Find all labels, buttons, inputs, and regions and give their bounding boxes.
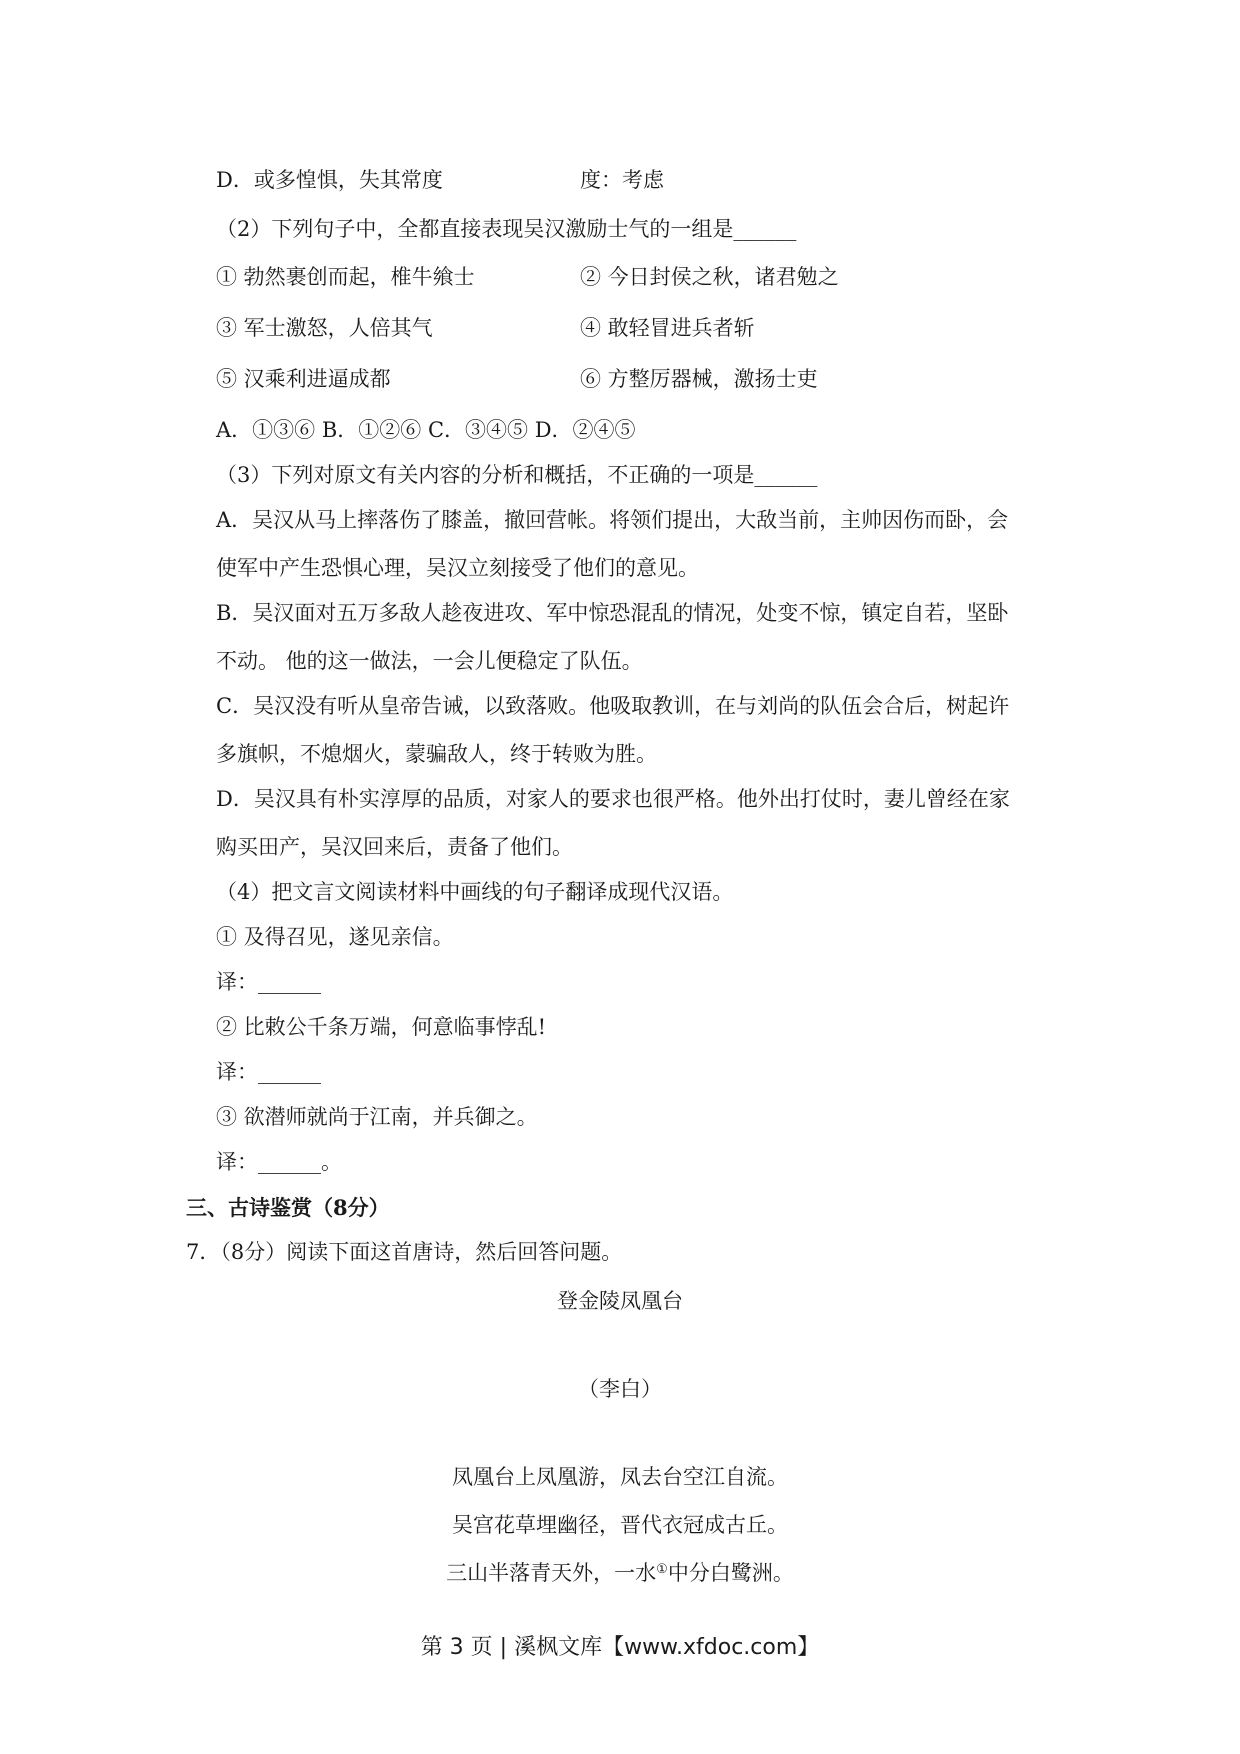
q6-2-item-2: ② 今日封侯之秋，诸君勉之 bbox=[580, 265, 839, 289]
q6-3-option-c-line1: C．吴汉没有听从皇帝告诫，以致落败。他吸取教训，在与刘尚的队伍会合后，树起许 bbox=[216, 694, 1010, 718]
q6-3-option-d-line2: 购买田产，吴汉回来后，责备了他们。 bbox=[216, 835, 573, 859]
q6-4-sentence-3: ③ 欲潜师就尚于江南，并兵御之。 bbox=[216, 1105, 538, 1129]
q6-1-option-d-gloss: 度：考虑 bbox=[580, 168, 664, 192]
q6-4-stem: （4）把文言文阅读材料中画线的句子翻译成现代汉语。 bbox=[216, 880, 734, 904]
footnote-marker: ① bbox=[656, 1562, 668, 1577]
q6-2-stem: （2）下列句子中，全都直接表现吴汉激励士气的一组是______ bbox=[216, 217, 797, 241]
q6-2-options: A．①③⑥ B．①②⑥ C．③④⑤ D．②④⑤ bbox=[216, 418, 636, 442]
section-3-heading: 三、古诗鉴赏（8分） bbox=[186, 1195, 390, 1220]
poem-line-1: 凤凰台上凤凰游，凤去台空江自流。 bbox=[452, 1465, 788, 1489]
poem-line-2: 吴宫花草埋幽径，晋代衣冠成古丘。 bbox=[452, 1513, 788, 1537]
q6-4-answer-1: 译：______ bbox=[216, 970, 321, 994]
q6-2-item-1: ① 勃然裹创而起，椎牛飨士 bbox=[216, 265, 475, 289]
q6-3-stem: （3）下列对原文有关内容的分析和概括，不正确的一项是______ bbox=[216, 463, 818, 487]
q6-1-option-d: D．或多惶惧，失其常度 bbox=[216, 168, 443, 192]
q6-4-answer-2: 译：______ bbox=[216, 1060, 321, 1084]
q6-3-option-c-line2: 多旗帜，不熄烟火，蒙骗敌人，终于转败为胜。 bbox=[216, 742, 657, 766]
q7-stem: 7．（8分）阅读下面这首唐诗，然后回答问题。 bbox=[186, 1240, 623, 1264]
q6-3-option-a-line1: A．吴汉从马上摔落伤了膝盖，撤回营帐。将领们提出，大敌当前，主帅因伤而卧，会 bbox=[216, 508, 1009, 532]
q6-3-option-d-line1: D．吴汉具有朴实淳厚的品质，对家人的要求也很严格。他外出打仗时，妻儿曾经在家 bbox=[216, 787, 1010, 811]
q6-3-option-b-line1: B．吴汉面对五万多敌人趁夜进攻、军中惊恐混乱的情况，处变不惊，镇定自若，坚卧 bbox=[216, 601, 1009, 625]
poem-line-3-after: 中分白鹭洲。 bbox=[667, 1561, 794, 1585]
page-footer: 第 3 页 | 溪枫文库【www.xfdoc.com】 bbox=[420, 1635, 820, 1660]
q6-2-item-3: ③ 军士激怒，人倍其气 bbox=[216, 316, 433, 340]
q6-4-sentence-2: ② 比敕公千条万端，何意临事悖乱! bbox=[216, 1015, 547, 1039]
poem-line-3 bbox=[0, 1563, 1240, 1584]
q6-4-answer-3: 译：______。 bbox=[216, 1150, 342, 1174]
q6-4-sentence-1: ① 及得召见，遂见亲信。 bbox=[216, 925, 454, 949]
q6-3-option-a-line2: 使军中产生恐惧心理，吴汉立刻接受了他们的意见。 bbox=[216, 556, 699, 580]
poem-line-3-before: 三山半落青天外，一水 bbox=[446, 1561, 657, 1585]
poem-title: 登金陵凤凰台 bbox=[557, 1289, 683, 1313]
q6-2-item-5: ⑤ 汉乘利进逼成都 bbox=[216, 367, 391, 391]
poem-author: （李白） bbox=[578, 1377, 662, 1401]
q6-3-option-b-line2: 不动。 他的这一做法，一会儿便稳定了队伍。 bbox=[216, 649, 643, 673]
q6-2-item-6: ⑥ 方整厉器械，激扬士吏 bbox=[580, 367, 818, 391]
q6-2-item-4: ④ 敢轻冒进兵者斩 bbox=[580, 316, 755, 340]
